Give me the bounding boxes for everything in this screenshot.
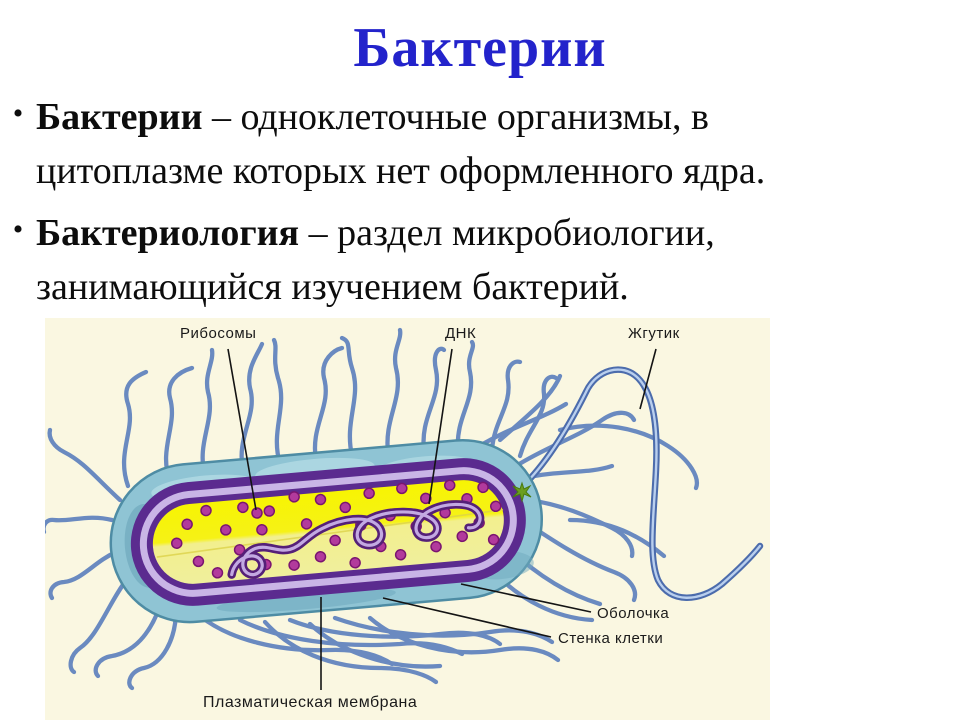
bullet-line: цитоплазме которых нет оформленного ядра. [36, 150, 766, 192]
bacterium-illustration [45, 318, 770, 720]
label-flagellum: Жгутик [628, 325, 680, 342]
bullet-definition: – раздел микробиологии, [299, 212, 715, 254]
bullet-line [36, 90, 765, 144]
bullet-definition: – одноклеточные организмы, в [202, 96, 709, 138]
bullet-marker: • [12, 97, 24, 130]
label-ribosomes: Рибосомы [180, 325, 257, 342]
bullet-text [36, 90, 765, 198]
bullet-line [36, 206, 715, 260]
label-plasma-membrane: Плазматическая мембрана [203, 694, 418, 711]
leader-envelope [461, 584, 591, 612]
slide-title: Бактерии [353, 17, 607, 79]
bullet-term: Бактериология [36, 212, 300, 254]
bullet-text [36, 206, 715, 314]
label-dna: ДНК [445, 325, 477, 342]
bullet-item-bacteriology [0, 206, 950, 314]
label-cell-wall: Стенка клетки [558, 630, 664, 647]
bullet-item-bacteria [0, 90, 950, 198]
bullet-list [0, 90, 950, 322]
bullet-marker: • [12, 213, 24, 246]
bacterium-diagram [45, 318, 770, 720]
label-envelope: Оболочка [597, 605, 670, 622]
ribosome-dot-labeled [252, 508, 262, 518]
bullet-term: Бактерии [36, 96, 203, 138]
bullet-line: занимающийся изучением бактерий. [36, 266, 629, 308]
